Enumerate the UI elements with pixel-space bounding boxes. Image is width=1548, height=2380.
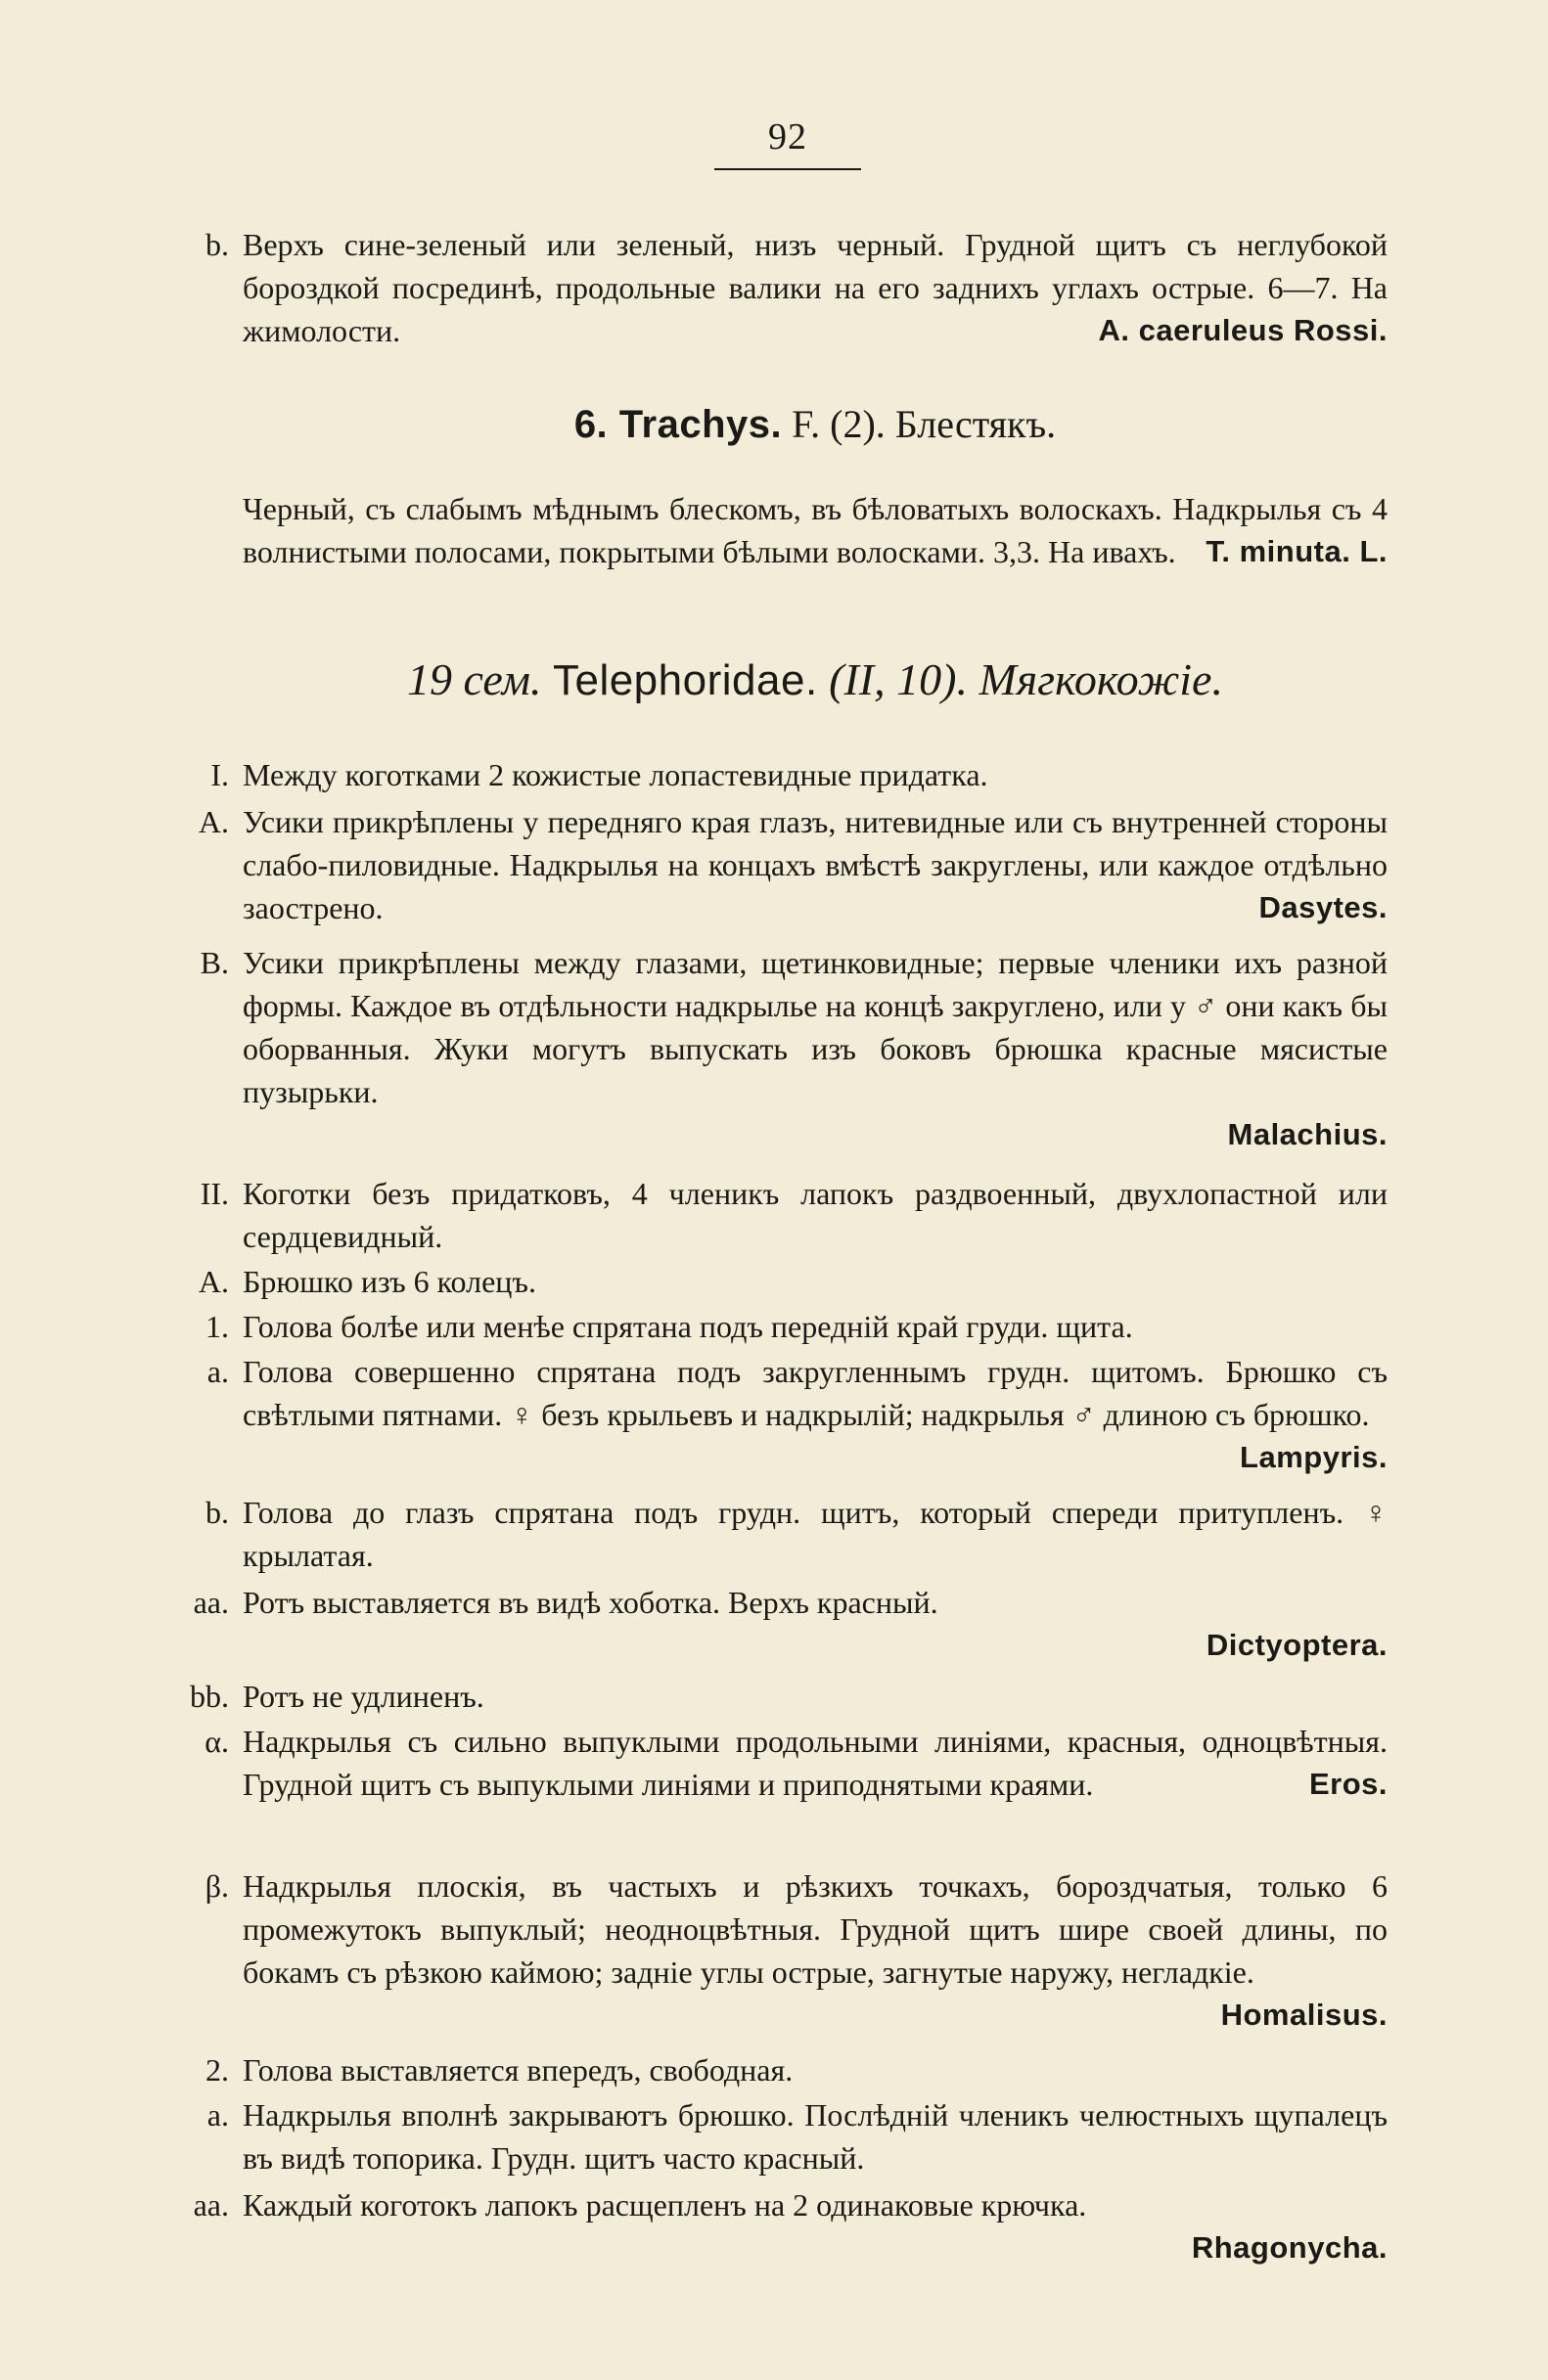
entry-marker: A. [198,1264,229,1299]
entry-text: Верхъ сине-зеленый или зеленый, низъ черный. Грудной щитъ съ неглубокой бороздкой посрединѣ, продольные валики на его заднихъ углахъ острые. 6—7. На жимолости. [243,227,1388,348]
entry-text: Голова выставляется впередъ, свободная. [243,2052,794,2088]
entry-marker: 1. [205,1309,229,1344]
genus-name: Dasytes. [1258,890,1388,924]
family-name: Telephoridae. [552,656,818,704]
species-name: T. minuta. L. [1206,534,1388,568]
key-entry [198,800,1388,929]
genus-name: Malachius. [1227,1117,1388,1151]
entry-text: Усики прикрѣплены у передняго края глазъ, нитевидные или съ внутренней стороны слабо-пиловидные. Надкрылья на концахъ вмѣстѣ закруглены, или каждое отдѣльно заострено. [243,804,1388,925]
page-number: 92 [768,116,807,157]
key-entry [205,1864,1388,2037]
key-entry [200,941,1388,1156]
key-entry [200,1172,1388,1258]
key-entry [193,2183,1388,2269]
family-rest: (II, 10). Мягкокожіе. [829,654,1223,704]
key-entry [206,1350,1388,1479]
entry-marker: α. [205,1724,229,1759]
key-entry [205,1305,1388,1348]
entry-text: Надкрылья плоскія, въ частыхъ и рѣзкихъ точкахъ, бороздчатыя, только 6 промежутокъ выпуклый; неодноцвѣтныя. Грудной щитъ шире своей длины, по бокамъ съ рѣзкою каймою; задніе углы острые, загнутые наружу, негладкіе. [243,1868,1388,1990]
entry-text: Голова до глазъ спрятана подъ грудн. щитъ, который спереди притупленъ. ♀ крылатая. [243,1495,1388,1573]
entry-text: Голова болѣе или менѣе спрятана подъ передній край груди. щита. [243,1309,1133,1344]
genus-heading [243,401,1388,447]
entry-marker: aa. [193,1585,229,1620]
entry-text: Между коготками 2 кожистые лопастевидные придатка. [243,757,988,792]
genus-name: Homalisus. [1220,1998,1388,2032]
key-entry [193,1581,1388,1667]
entry-marker: β. [205,1868,229,1904]
entry-marker: A. [198,804,229,839]
entry-text: Черный, съ слабымъ мѣднымъ блескомъ, въ бѣловатыхъ волоскахъ. Надкрылья съ 4 волнистыми полосами, покрытыми бѣлыми волосками. 3,3. На ивахъ. [243,491,1388,569]
key-entry [205,223,1388,352]
entry-marker: aa. [193,2187,229,2223]
genus-name: 6. Trachys. [573,403,783,446]
entry-marker: I. [210,757,229,792]
entry-text: Голова совершенно спрятана подъ закругленнымъ грудн. щитомъ. Брюшко съ свѣтлыми пятнами. ♀ безъ крыльевъ и надкрылій; надкрылья ♂ длиною съ брюшко. [243,1354,1388,1432]
key-entry [205,1491,1388,1577]
species-name: A. caeruleus Rossi. [1098,313,1388,347]
entry-text: Ротъ не удлиненъ. [243,1679,484,1714]
entry-text: Коготки безъ придатковъ, 4 членикъ лапокъ раздвоенный, двухлопастной или сердцевидный. [243,1176,1388,1254]
genus-name: Eros. [1308,1767,1388,1801]
key-entry [190,1675,1388,1718]
entry-marker: a. [206,2097,229,2133]
entry-text: Усики прикрѣплены между глазами, щетинковидные; первые членики ихъ разной формы. Каждое въ отдѣльности надкрылье на концѣ закруглено, или у ♂ они какъ бы оборванныя. Жуки могутъ выпускать изъ боковъ брюшка красные мясистые пузырьки. [243,945,1388,1109]
entry-marker: a. [206,1354,229,1389]
page-number-rule [714,168,861,170]
family-heading [243,653,1388,705]
key-entry [198,1260,1388,1303]
genus-name: Rhagonycha. [1191,2230,1388,2265]
genus-name: Lampyris. [1240,1440,1388,1474]
entry-marker: bb. [190,1679,229,1714]
entry-text: Надкрылья вполнѣ закрываютъ брюшко. Послѣдній членикъ челюстныхъ щупалецъ въ видѣ топорика. Грудн. щитъ часто красный. [243,2097,1388,2176]
species-description [243,487,1388,573]
genus-name: Dictyoptera. [1206,1628,1388,1662]
entry-text: Надкрылья съ сильно выпуклыми продольными линіями, красныя, одноцвѣтныя. Грудной щитъ съ выпуклыми линіями и приподнятыми краями. [243,1724,1388,1802]
entry-marker: b. [205,1495,229,1530]
key-entry [210,753,1388,796]
entry-marker: b. [205,227,229,262]
entry-marker: B. [200,945,229,980]
entry-text: Каждый коготокъ лапокъ расщепленъ на 2 одинаковые крючка. [243,2187,1087,2223]
entry-text: Брюшко изъ 6 колецъ. [243,1264,536,1299]
key-entry [205,2048,1388,2091]
genus-rest: F. (2). Блестякъ. [792,402,1057,446]
key-entry [205,1720,1388,1806]
entry-marker: II. [200,1176,229,1211]
key-entry [206,2093,1388,2179]
family-number: 19 сем. [407,654,542,704]
entry-marker: 2. [205,2052,229,2088]
entry-text: Ротъ выставляется въ видѣ хоботка. Верхъ красный. [243,1585,938,1620]
